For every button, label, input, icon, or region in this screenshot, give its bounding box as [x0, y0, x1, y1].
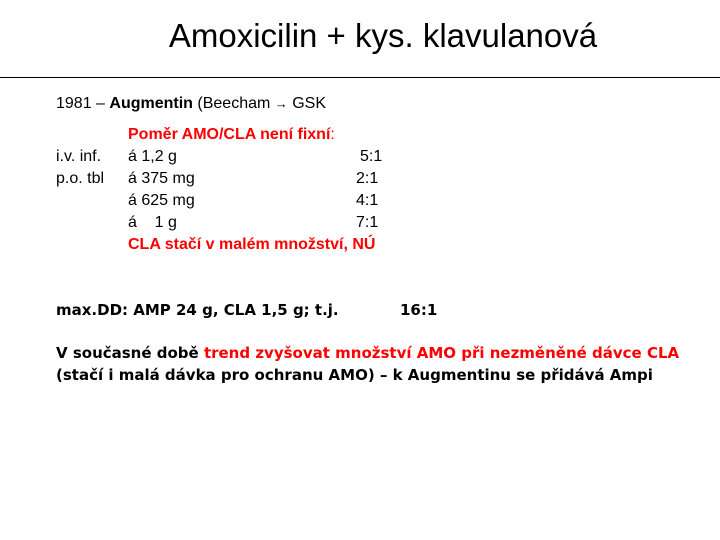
- company-new: GSK: [292, 95, 327, 112]
- paragraph-text: (stačí i malá dávka pro ochranu AMO) – k Augmentinu se přidává Ampi: [56, 366, 653, 384]
- dose: á 625 mg: [128, 192, 195, 209]
- ratio-note-row: [0, 235, 720, 255]
- route-label: p.o. tbl: [56, 170, 105, 187]
- history-line: [56, 94, 326, 114]
- route-label: i.v. inf.: [56, 148, 102, 165]
- ratio-row: [0, 169, 720, 189]
- ratio-value: 4:1: [356, 192, 379, 209]
- year: 1981 –: [56, 95, 105, 112]
- ratio-row: [0, 191, 720, 211]
- company-original: (Beecham: [197, 95, 271, 112]
- ratio-heading: Poměr AMO/CLA není fixní:: [128, 126, 335, 143]
- ratio-value: 2:1: [356, 170, 379, 187]
- max-daily-dose-ratio: 16:1: [400, 301, 438, 319]
- dose: á 1,2 g: [128, 148, 177, 165]
- ratio-row: [0, 147, 720, 167]
- ratio-value: 7:1: [356, 214, 379, 231]
- ratio-value: 5:1: [360, 148, 383, 165]
- ratio-row: [0, 213, 720, 233]
- slide-title: Amoxicilin + kys. klavulanová: [168, 17, 598, 54]
- ratio-heading-row: [0, 125, 720, 145]
- right-arrow-icon: →: [274, 96, 288, 111]
- dose: á 1 g: [128, 214, 177, 231]
- ratio-note: CLA stačí v malém množství, NÚ: [128, 236, 376, 253]
- dose: á 375 mg: [128, 170, 195, 187]
- brand-name: Augmentin: [109, 95, 193, 112]
- max-daily-dose: max.DD: AMP 24 g, CLA 1,5 g; t.j.: [56, 301, 339, 319]
- title-divider: [0, 77, 720, 78]
- paragraph-highlight: trend zvyšovat množství AMO při nezměněné dávce CLA: [203, 344, 680, 362]
- trend-paragraph: [56, 342, 696, 386]
- paragraph-text: V současné době: [56, 344, 204, 362]
